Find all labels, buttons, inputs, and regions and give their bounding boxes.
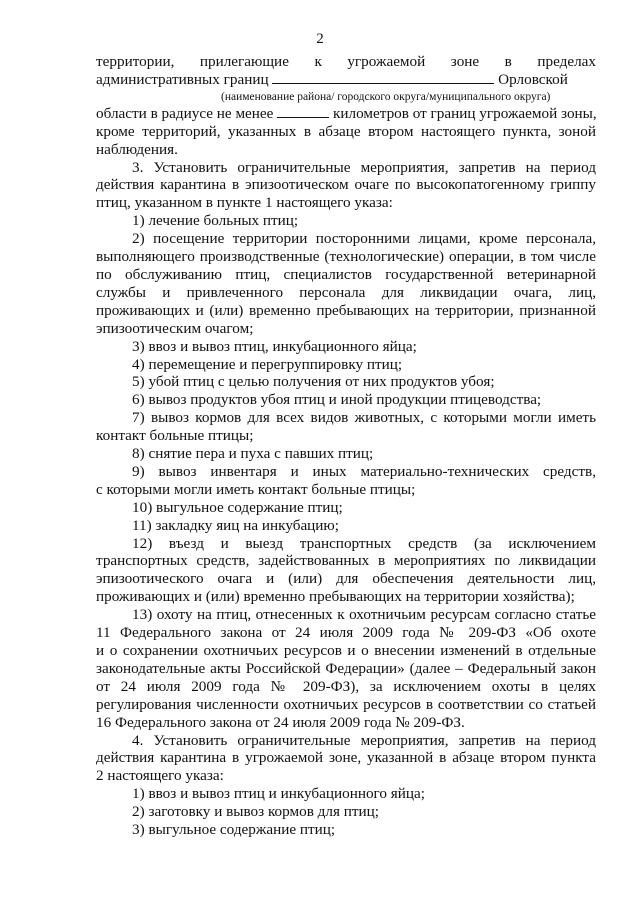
text-line: птиц, указанном в пункте 1 настоящего указа: <box>96 194 393 212</box>
page-number: 2 <box>316 31 324 47</box>
list-item <box>96 499 596 517</box>
text-line: действия карантина в угрожаемой зоне, указанной в абзаце втором пункта <box>96 749 596 767</box>
list-item <box>96 445 596 463</box>
text-line: кроме территорий, указанных в абзаце втором настоящего пункта, зоной <box>96 122 596 140</box>
text-line: 3) выгульное содержание птиц; <box>132 821 336 839</box>
text-line: 4) перемещение и перегруппировку птиц; <box>132 355 403 373</box>
district-name-blank <box>272 82 494 84</box>
text-line: 8) снятие пера и пуха с павших птиц; <box>132 445 374 463</box>
text-line: с которыми могли иметь контакт больные птицы; <box>96 480 416 498</box>
text-line: и о сохранении охотничьих ресурсов и о внесении изменений в отдельные <box>96 642 596 659</box>
restrictions-list-threatened-zone <box>96 785 596 839</box>
text-line: 13) охоту на птиц, отнесенных к охотничьим ресурсам согласно статье <box>132 606 596 624</box>
text-line: регулирования численности охотничьих ресурсов в соответствии со статьей <box>96 695 596 713</box>
paragraph-observation-zone <box>96 53 596 159</box>
text-line: территории, прилегающие к угрожаемой зоне в пределах <box>96 53 596 70</box>
text-line: 11) закладку яиц на инкубацию; <box>132 516 340 534</box>
list-item <box>96 212 596 230</box>
text-line: 7) вывоз кормов для всех видов животных, с которыми могли иметь <box>132 409 596 427</box>
text-line: 4. Установить ограничительные мероприятия, запретив на период <box>132 731 596 749</box>
text-line: 2) посещение территории посторонними лицами, кроме персонала, <box>132 230 596 248</box>
text-line: 12) въезд и выезд транспортных средств (за исключением <box>132 534 596 552</box>
list-item <box>96 230 596 337</box>
text-fragment: области в радиусе не менее <box>96 104 274 122</box>
text-line: 6) вывоз продуктов убоя птиц и иной продукции птицеводства; <box>132 391 542 409</box>
list-item <box>96 785 596 803</box>
list-item <box>96 535 596 607</box>
text-line <box>96 71 596 89</box>
text-line: 10) выгульное содержание птиц; <box>132 498 343 516</box>
list-item <box>96 463 596 499</box>
text-line: службы и привлеченного персонала для ликвидации очага, лиц, <box>96 283 596 301</box>
paragraph-3 <box>96 159 596 213</box>
list-item <box>96 606 596 731</box>
text-line: действия карантина в эпизоотическом очаге по высокопатогенному гриппу <box>96 176 596 194</box>
text-line: законодательные акты Российской Федерации» (далее – Федеральный закон <box>96 659 596 677</box>
text-line: 11 Федерального закона от 24 июля 2009 года № 209-ФЗ «Об охоте <box>96 624 596 642</box>
text-fragment: километров от границ угрожаемой зоны, <box>333 104 597 122</box>
list-item <box>96 338 596 356</box>
text-line: транспортных средств, задействованных в мероприятиях по ликвидации <box>96 552 596 570</box>
text-line: проживающих и (или) временно пребывающих на территории, признанной <box>96 301 596 319</box>
text-line: 3. Установить ограничительные мероприятия, запретив на период <box>132 158 596 176</box>
restrictions-list-outbreak <box>96 212 596 731</box>
text-fragment: Орловской <box>498 70 568 88</box>
text-line: 1) лечение больных птиц; <box>132 212 299 230</box>
text-line: от 24 июля 2009 года № 209-ФЗ), за исключением охоты в целях <box>96 677 596 695</box>
text-line: эпизоотическим очагом; <box>96 319 254 337</box>
text-line: по обслуживанию птиц, специалистов государственной ветеринарной <box>96 265 596 283</box>
text-line: выполняющего производственные (технологические) операции, в том числе <box>96 248 596 266</box>
list-item <box>96 803 596 821</box>
text-line: 9) вывоз инвентаря и иных материально-технических средств, <box>132 462 596 480</box>
text-line: 5) убой птиц с целью получения от них продуктов убоя; <box>132 373 495 391</box>
blank-caption: (наименование района/ городского округа/муниципального округа) <box>221 90 551 103</box>
text-line: 16 Федерального закона от 24 июля 2009 года № 209-ФЗ. <box>96 713 465 731</box>
list-item <box>96 517 596 535</box>
text-line: 2 настоящего указа: <box>96 767 224 785</box>
text-line: контакт больные птицы; <box>96 427 254 445</box>
list-item <box>96 373 596 391</box>
text-line: проживающих и (или) временно пребывающих на территории хозяйства); <box>96 588 575 606</box>
text-line: наблюдения. <box>96 140 178 158</box>
list-item <box>96 821 596 839</box>
paragraph-4 <box>96 732 596 786</box>
text-line: 1) ввоз и вывоз птиц и инкубационного яйца; <box>132 785 425 803</box>
text-line: 3) ввоз и вывоз птиц, инкубационного яйца; <box>132 337 417 355</box>
radius-blank <box>277 116 329 118</box>
text-line <box>96 105 596 123</box>
list-item <box>96 409 596 445</box>
document-body <box>96 53 596 839</box>
list-item <box>96 356 596 374</box>
text-fragment: административных границ <box>96 70 269 88</box>
text-line: эпизоотического очага и (или) для обеспечения деятельности лиц, <box>96 570 596 588</box>
text-line: 2) заготовку и вывоз кормов для птиц; <box>132 803 380 821</box>
list-item <box>96 391 596 409</box>
